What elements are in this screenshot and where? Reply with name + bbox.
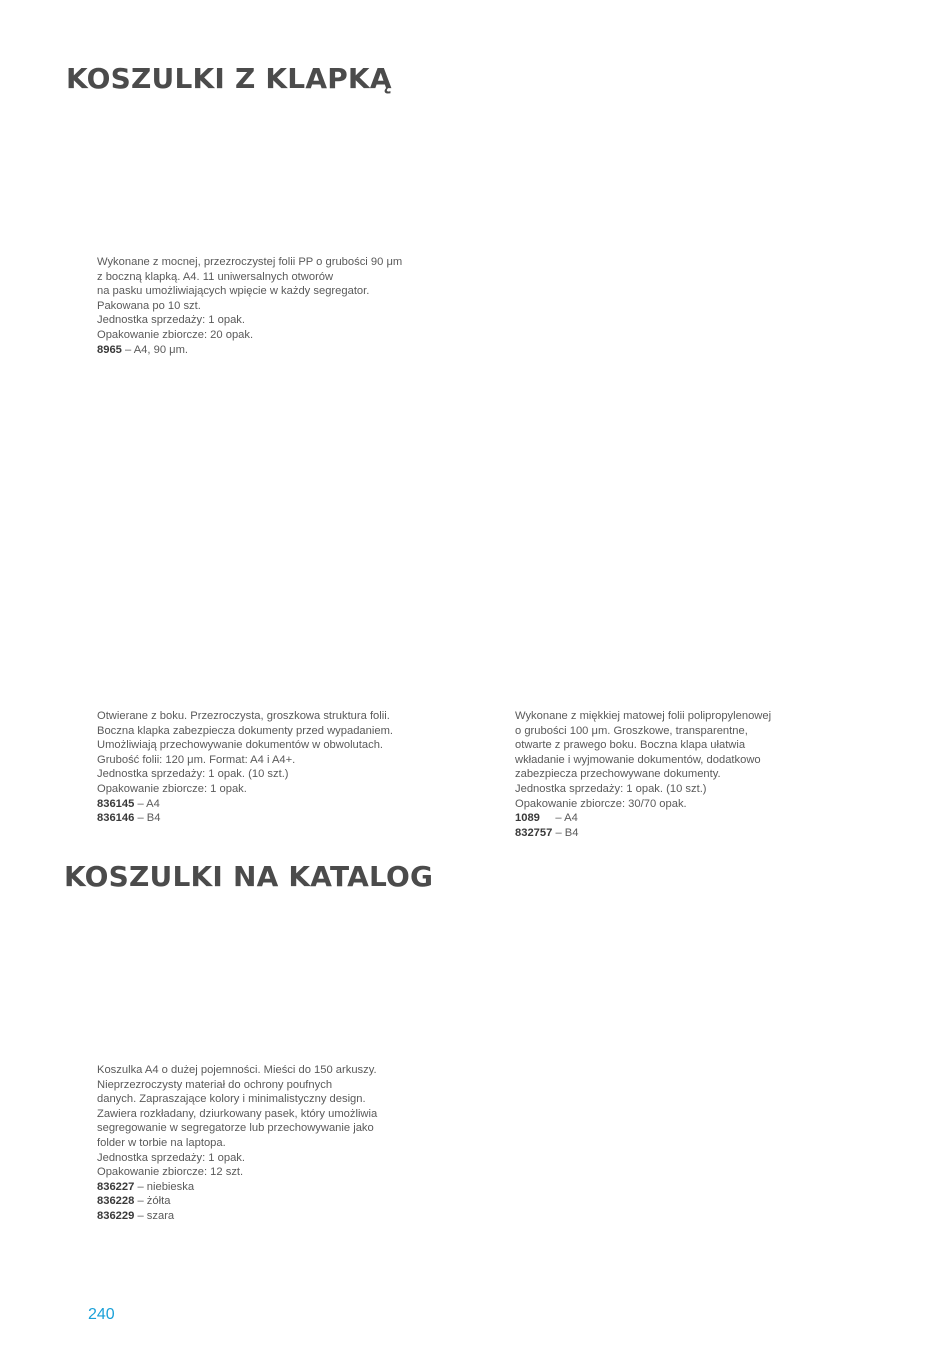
product-code-desc: – B4	[134, 812, 161, 825]
description-line: Koszulka A4 o dużej pojemności. Mieści do 150 arkuszy.	[97, 1064, 377, 1076]
description-line: Grubość folii: 120 μm. Format: A4 i A4+.	[97, 753, 296, 766]
description-line: na pasku umożliwiających wpięcie w każdy segregator.	[97, 285, 370, 298]
product-code-line	[515, 826, 771, 841]
description-line: wkładanie i wyjmowanie dokumentów, dodatkowo	[515, 753, 761, 766]
product-code-line	[97, 1209, 377, 1224]
description-line: o grubości 100 μm. Groszkowe, transparentne,	[515, 724, 748, 737]
description-line: zabezpiecza przechowywane dokumenty.	[515, 768, 721, 781]
description-line: Umożliwiają przechowywanie dokumentów w obwolutach.	[97, 739, 384, 752]
description-line: Opakowanie zbiorcze: 1 opak.	[97, 782, 247, 795]
product-code: 836227	[97, 1180, 135, 1193]
product-code: 832757	[515, 826, 553, 839]
description-line: danych. Zapraszające kolory i minimalistyczny design.	[97, 1093, 366, 1106]
product-description-836145	[97, 709, 393, 826]
description-line: segregowanie w segregatorze lub przechowywanie jako	[97, 1122, 374, 1135]
product-code-line	[97, 797, 393, 812]
product-description-8965	[97, 255, 402, 357]
product-code: 836145	[97, 797, 135, 810]
description-line: Boczna klapka zabezpiecza dokumenty przed wypadaniem.	[97, 724, 394, 737]
section-heading-koszulki-na-katalog: KOSZULKI NA KATALOG	[64, 860, 434, 893]
description-line: otwarte z prawego boku. Boczna klapa ułatwia	[515, 739, 746, 752]
product-code: 1089	[515, 812, 540, 825]
description-line: Wykonane z mocnej, przezroczystej folii PP o grubości 90 μm	[97, 256, 403, 268]
description-line: Wykonane z miękkiej matowej folii polipropylenowej	[515, 710, 772, 722]
section-heading-koszulki-z-klapka: KOSZULKI Z KLAPKĄ	[66, 62, 392, 95]
product-description-1089	[515, 709, 771, 840]
product-code-line	[515, 811, 771, 826]
product-code: 8965	[97, 343, 122, 356]
description-line: z boczną klapką. A4. 11 uniwersalnych otworów	[97, 270, 334, 283]
description-line: Jednostka sprzedaży: 1 opak.	[97, 1151, 246, 1164]
description-line: folder w torbie na laptopa.	[97, 1136, 226, 1149]
product-code-desc: – szara	[134, 1209, 175, 1222]
product-code-desc: – B4	[552, 826, 579, 839]
product-code-desc: – A4, 90 μm.	[121, 343, 189, 356]
product-code-line	[97, 343, 402, 358]
product-code-desc: – A4	[539, 812, 578, 825]
description-line: Otwierane z boku. Przezroczysta, groszkowa struktura folii.	[97, 710, 390, 722]
product-code-line	[97, 1180, 377, 1195]
product-code: 836228	[97, 1195, 135, 1208]
product-code-desc: – niebieska	[134, 1180, 195, 1193]
product-description-836227	[97, 1063, 377, 1224]
description-line: Jednostka sprzedaży: 1 opak. (10 szt.)	[97, 768, 289, 781]
description-line: Nieprzezroczysty materiał do ochrony poufnych	[97, 1078, 333, 1091]
description-line: Zawiera rozkładany, dziurkowany pasek, który umożliwia	[97, 1107, 378, 1120]
product-code: 836229	[97, 1209, 135, 1222]
description-line: Opakowanie zbiorcze: 12 szt.	[97, 1166, 244, 1179]
page-number: 240	[88, 1306, 115, 1323]
product-code: 836146	[97, 812, 135, 825]
description-line: Opakowanie zbiorcze: 20 opak.	[97, 328, 254, 341]
description-line: Jednostka sprzedaży: 1 opak. (10 szt.)	[515, 782, 707, 795]
description-line: Opakowanie zbiorcze: 30/70 opak.	[515, 797, 687, 810]
product-code-desc: – A4	[134, 797, 160, 810]
product-code-line	[97, 811, 393, 826]
description-line: Pakowana po 10 szt.	[97, 299, 201, 312]
product-code-line	[97, 1194, 377, 1209]
product-code-desc: – żółta	[134, 1195, 171, 1208]
description-line: Jednostka sprzedaży: 1 opak.	[97, 314, 246, 327]
